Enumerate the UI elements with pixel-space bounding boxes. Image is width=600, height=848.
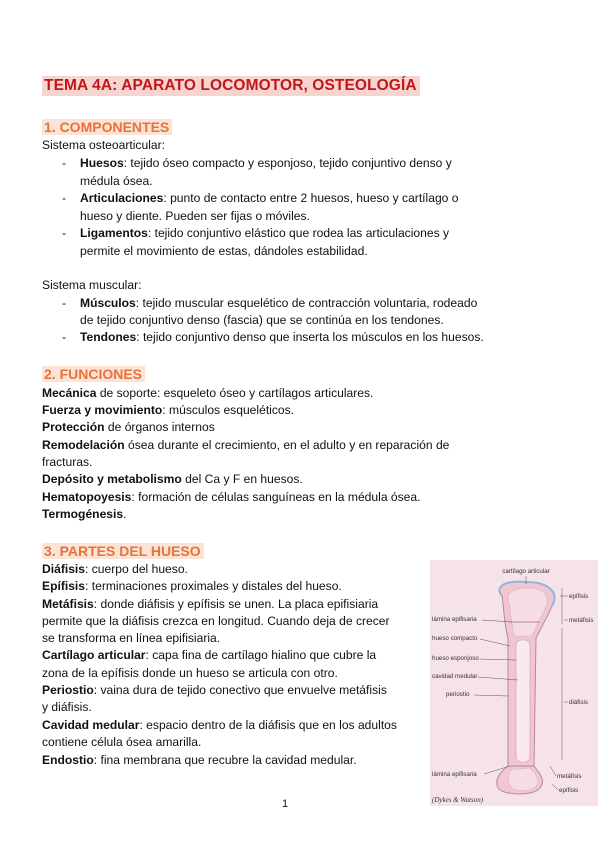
label-cavidad-medular: cavidad medular	[432, 673, 478, 680]
text-line	[42, 664, 338, 682]
text-line	[42, 470, 303, 488]
spongy-bone-bottom	[508, 768, 538, 791]
bone-illustration	[430, 560, 598, 806]
text-line	[42, 488, 421, 506]
document-title: TEMA 4A: APARATO LOCOMOTOR, OSTEOLOGÍA	[42, 76, 420, 96]
line-term: Endostio	[42, 753, 94, 767]
label-hueso-compacto: hueso compacto	[432, 635, 478, 642]
line-term: Periostio	[42, 683, 94, 697]
item-text: : tejido muscular esquelético de contracción voluntaria, rodeado	[135, 296, 478, 310]
line-text: de órganos internos	[104, 420, 215, 434]
line-text: fracturas.	[42, 455, 93, 469]
label-cartilago-articular: cartílago articular	[502, 568, 550, 575]
text-line	[42, 646, 376, 664]
line-text: zona de la epífisis donde un hueso se articula con otro.	[42, 666, 338, 680]
bullet-dash: -	[62, 156, 67, 170]
text-line	[42, 384, 373, 402]
item-term: Músculos	[80, 296, 136, 310]
line-text: ósea durante el crecimiento, en el adulto y en reparación de	[124, 438, 450, 452]
line-text: : vaina dura de tejido conectivo que envuelve metáfisis	[93, 683, 387, 697]
line-term: Hematopoyesis	[42, 490, 132, 504]
item-term: Huesos	[80, 156, 124, 170]
item-term: Articulaciones	[80, 191, 164, 205]
line-term: Depósito y metabolismo	[42, 472, 182, 486]
bullet-dash: -	[62, 226, 67, 240]
text-line	[42, 453, 92, 471]
group-intro: Sistema osteoarticular:	[42, 138, 166, 152]
label-epifisis-bottom: epífisis	[559, 787, 579, 794]
bullet-dash: -	[62, 191, 67, 205]
section-heading-componentes: 1. COMPONENTES	[42, 119, 172, 135]
group-intro: Sistema muscular:	[42, 278, 142, 292]
line-text: : cuerpo del hueso.	[85, 562, 188, 576]
medullary-cavity	[516, 640, 530, 762]
line-text: del Ca y F en huesos.	[181, 472, 303, 486]
line-text: : donde diáfisis y epífisis se unen. La placa epifisiaria	[93, 597, 379, 611]
text-line	[42, 401, 294, 419]
line-text: y diáfisis.	[42, 700, 92, 714]
label-hueso-esponjoso: hueso esponjoso	[432, 655, 479, 662]
label-periostio: periostio	[446, 691, 470, 698]
line-text: permite que la diáfisis crezca en longitud. Cuando deja de crecer	[42, 614, 390, 628]
line-text: : capa fina de cartílago hialino que cubre la	[145, 648, 377, 662]
label-epifisis-top: epífisis	[569, 593, 589, 600]
line-term: Cavidad medular	[42, 718, 140, 732]
section-heading-funciones: 2. FUNCIONES	[42, 366, 145, 382]
text-line	[42, 418, 215, 436]
line-text: contiene célula ósea amarilla.	[42, 735, 202, 749]
section-heading-partes-del-hueso: 3. PARTES DEL HUESO	[42, 543, 204, 559]
line-text: : terminaciones proximales y distales del hueso.	[85, 579, 342, 593]
list-item	[80, 189, 459, 207]
item-text: : tejido óseo compacto y esponjoso, tejido conjuntivo denso y	[123, 156, 452, 170]
line-text: : fina membrana que recubre la cavidad medular.	[93, 753, 357, 767]
line-term: Termogénesis	[42, 507, 124, 521]
line-term: Metáfisis	[42, 597, 94, 611]
bullet-dash: -	[62, 296, 67, 310]
spongy-bone-top	[508, 588, 547, 636]
text-line	[42, 751, 357, 769]
list-item	[80, 328, 484, 346]
label-metafisis-bottom: metáfisis	[557, 773, 582, 780]
list-item	[80, 154, 452, 172]
line-term: Protección	[42, 420, 105, 434]
line-text: : espacio dentro de la diáfisis que en los adultos	[139, 718, 397, 732]
item-continuation: permite el movimiento de estas, dándoles estabilidad.	[80, 244, 368, 258]
text-line	[42, 612, 390, 630]
text-line	[42, 505, 126, 523]
line-text: .	[123, 507, 127, 521]
item-text: : punto de contacto entre 2 huesos, hueso y cartílago o	[163, 191, 459, 205]
text-line	[42, 577, 342, 595]
line-term: Remodelación	[42, 438, 125, 452]
item-continuation: de tejido conjuntivo denso (fascia) que se continúa en los tendones.	[80, 313, 444, 327]
line-term: Epífisis	[42, 579, 86, 593]
item-term: Ligamentos	[80, 226, 148, 240]
line-term: Fuerza y movimiento	[42, 403, 163, 417]
text-line	[42, 716, 397, 734]
item-continuation: médula ósea.	[80, 174, 153, 188]
line-text: de soporte: esqueleto óseo y cartílagos articulares.	[96, 386, 374, 400]
text-line	[42, 698, 92, 716]
line-term: Mecánica	[42, 386, 97, 400]
long-bone-diagram	[430, 560, 598, 806]
line-term: Cartílago articular	[42, 648, 146, 662]
figure-caption: (Dykes & Watson)	[432, 796, 484, 804]
label-diafisis: diáfisis	[569, 699, 588, 706]
item-text: : tejido conjuntivo denso que inserta los músculos en los huesos.	[136, 330, 484, 344]
text-line	[42, 733, 201, 751]
item-term: Tendones	[80, 330, 137, 344]
text-line	[42, 629, 220, 647]
label-metafisis-top: metáfisis	[569, 617, 594, 624]
item-continuation: hueso y diente. Pueden ser fijas o móviles.	[80, 209, 310, 223]
list-item	[80, 224, 449, 242]
bullet-dash: -	[62, 330, 67, 344]
label-lamina-epifisaria-top: lámina epifisaria	[432, 616, 477, 623]
text-line	[42, 560, 188, 578]
line-text: : formación de células sanguíneas en la médula ósea.	[131, 490, 421, 504]
text-line	[42, 595, 378, 613]
line-text: : músculos esqueléticos.	[162, 403, 295, 417]
line-text: se transforma en línea epifisiaria.	[42, 631, 221, 645]
label-lamina-epifisaria-bottom: lámina epifisaria	[432, 771, 477, 778]
line-term: Diáfisis	[42, 562, 86, 576]
list-item	[80, 294, 477, 312]
text-line	[42, 681, 387, 699]
text-line	[42, 436, 449, 454]
page-number: 1	[282, 798, 289, 810]
item-text: : tejido conjuntivo elástico que rodea las articulaciones y	[147, 226, 450, 240]
